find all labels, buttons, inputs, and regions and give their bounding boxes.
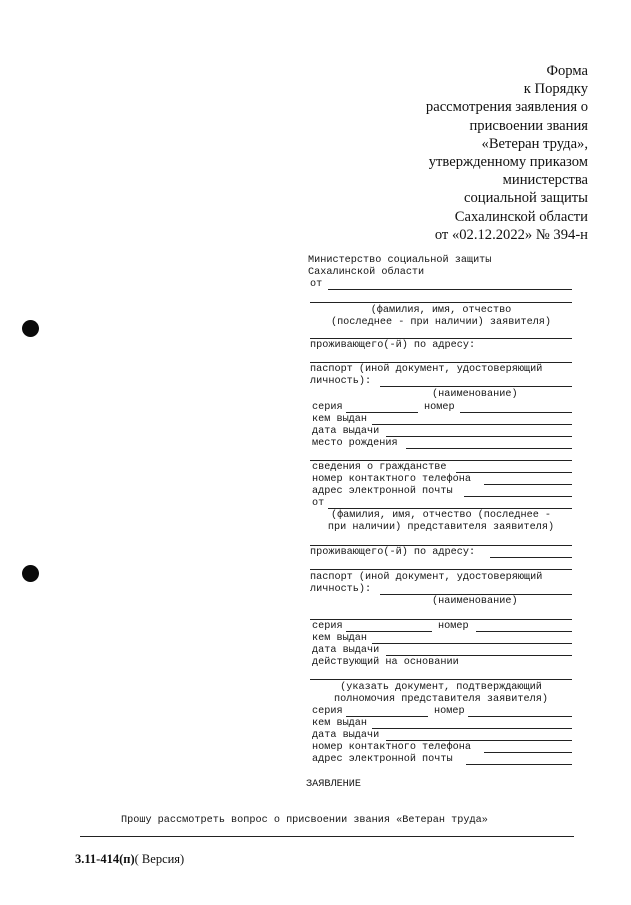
header-line: рассмотрения заявления о xyxy=(425,99,588,116)
representative-series2-field[interactable] xyxy=(346,716,428,717)
applicant-issued-by-field[interactable] xyxy=(372,424,572,425)
representative-series2-label: серия xyxy=(312,706,343,717)
header-line: Форма xyxy=(546,63,588,79)
representative-basis-caption-2: полномочия представителя заявителя) xyxy=(334,694,548,705)
applicant-citizenship-label: сведения о гражданстве xyxy=(312,462,447,473)
applicant-issued-by-label: кем выдан xyxy=(312,414,368,425)
punch-hole-bottom xyxy=(22,565,39,582)
representative-basis-label: действующий на основании xyxy=(312,657,459,668)
header-line: от «02.12.2022» № 394-н xyxy=(434,226,588,243)
applicant-address-field[interactable] xyxy=(310,362,572,363)
representative-from-label: от xyxy=(312,498,325,509)
applicant-birthplace-field-2[interactable] xyxy=(310,460,572,461)
representative-line-2[interactable] xyxy=(310,545,572,546)
representative-issued-by2-field[interactable] xyxy=(372,728,572,729)
representative-issued-by-label: кем выдан xyxy=(312,633,368,644)
applicant-issue-date-field[interactable] xyxy=(386,436,572,437)
representative-phone-field[interactable] xyxy=(484,752,572,753)
applicant-name-field[interactable] xyxy=(328,289,572,290)
representative-issued-by2-label: кем выдан xyxy=(312,718,368,729)
applicant-citizenship-field[interactable] xyxy=(456,472,572,473)
applicant-passport-label-2: личность): xyxy=(310,376,372,387)
form-code-number: 3.11-414(п) xyxy=(75,852,135,866)
representative-issue-date-label: дата выдачи xyxy=(312,645,380,656)
representative-doc-name-caption: (наименование) xyxy=(432,596,518,607)
representative-email-field[interactable] xyxy=(466,764,572,765)
applicant-name-field-2[interactable] xyxy=(310,302,572,303)
representative-name-caption-1: (фамилия, имя, отчество (последнее - xyxy=(330,510,552,521)
applicant-phone-label: номер контактного телефона xyxy=(312,474,471,485)
applicant-phone-field[interactable] xyxy=(484,484,572,485)
representative-number-label: номер xyxy=(438,621,469,632)
representative-residing-label: проживающего(-й) по адресу: xyxy=(310,547,476,558)
addressee-line-1: Министерство социальной защиты xyxy=(308,255,492,266)
applicant-birthplace-label: место рождения xyxy=(312,438,398,449)
representative-number2-label: номер xyxy=(434,706,465,717)
applicant-number-field[interactable] xyxy=(460,412,572,413)
applicant-email-label: адрес электронной почты xyxy=(312,486,453,497)
representative-number-field[interactable] xyxy=(476,631,572,632)
representative-issue-date2-label: дата выдачи xyxy=(312,730,380,741)
representative-series-field[interactable] xyxy=(346,631,432,632)
representative-phone-label: номер контактного телефона xyxy=(312,742,471,753)
applicant-series-field[interactable] xyxy=(346,412,418,413)
statement-request-field[interactable] xyxy=(80,836,574,837)
representative-passport-label-1: паспорт (иной документ, удостоверяющий xyxy=(310,572,543,583)
representative-email-label: адрес электронной почты xyxy=(312,754,453,765)
applicant-doc-name-field[interactable] xyxy=(380,386,572,387)
representative-name-field[interactable] xyxy=(328,508,572,509)
applicant-name-caption-1: (фамилия, имя, отчество xyxy=(370,305,512,316)
header-line: Сахалинской области xyxy=(454,208,588,225)
applicant-issue-date-label: дата выдачи xyxy=(312,426,380,437)
header-line: министерства xyxy=(502,172,588,189)
representative-passport-label-2: личность): xyxy=(310,584,372,595)
applicant-line-3[interactable] xyxy=(310,338,572,339)
applicant-series-label: серия xyxy=(312,402,343,413)
applicant-residing-label: проживающего(-й) по адресу: xyxy=(310,340,476,351)
form-code xyxy=(75,852,184,867)
applicant-name-caption-2: (последнее - при наличии) заявителя) xyxy=(330,317,552,328)
representative-doc-name-field[interactable] xyxy=(380,594,572,595)
applicant-passport-label-1: паспорт (иной документ, удостоверяющий xyxy=(310,364,543,375)
from-label: от xyxy=(310,279,323,290)
representative-issued-by-field[interactable] xyxy=(372,643,572,644)
addressee-line-2: Сахалинской области xyxy=(308,267,425,278)
header-line: присвоении звания xyxy=(469,117,588,134)
header-line: социальной защиты xyxy=(464,190,588,207)
header-line: «Ветеран труда», xyxy=(481,135,588,152)
representative-line-4[interactable] xyxy=(310,619,572,620)
form-header xyxy=(328,62,588,244)
representative-address-field[interactable] xyxy=(490,557,572,558)
representative-basis-caption-1: (указать документ, подтверждающий xyxy=(340,682,542,693)
representative-address-field-2[interactable] xyxy=(310,569,572,570)
statement-title: ЗАЯВЛЕНИЕ xyxy=(306,779,362,790)
representative-series-label: серия xyxy=(312,621,343,632)
form-version: ( Версия) xyxy=(134,852,185,866)
representative-basis-field[interactable] xyxy=(310,679,572,680)
applicant-birthplace-field[interactable] xyxy=(406,448,572,449)
header-line: утвержденному приказом xyxy=(428,154,588,171)
applicant-doc-name-caption: (наименование) xyxy=(432,389,518,400)
header-line: к Порядку xyxy=(523,81,588,98)
applicant-email-field[interactable] xyxy=(464,496,572,497)
representative-issue-date-field[interactable] xyxy=(386,655,572,656)
statement-request: Прошу рассмотреть вопрос о присвоении звания «Ветеран труда» xyxy=(121,815,488,826)
representative-issue-date2-field[interactable] xyxy=(386,740,572,741)
punch-hole-top xyxy=(22,320,39,337)
representative-number2-field[interactable] xyxy=(468,716,572,717)
representative-name-caption-2: при наличии) представителя заявителя) xyxy=(327,522,555,533)
applicant-number-label: номер xyxy=(424,402,455,413)
